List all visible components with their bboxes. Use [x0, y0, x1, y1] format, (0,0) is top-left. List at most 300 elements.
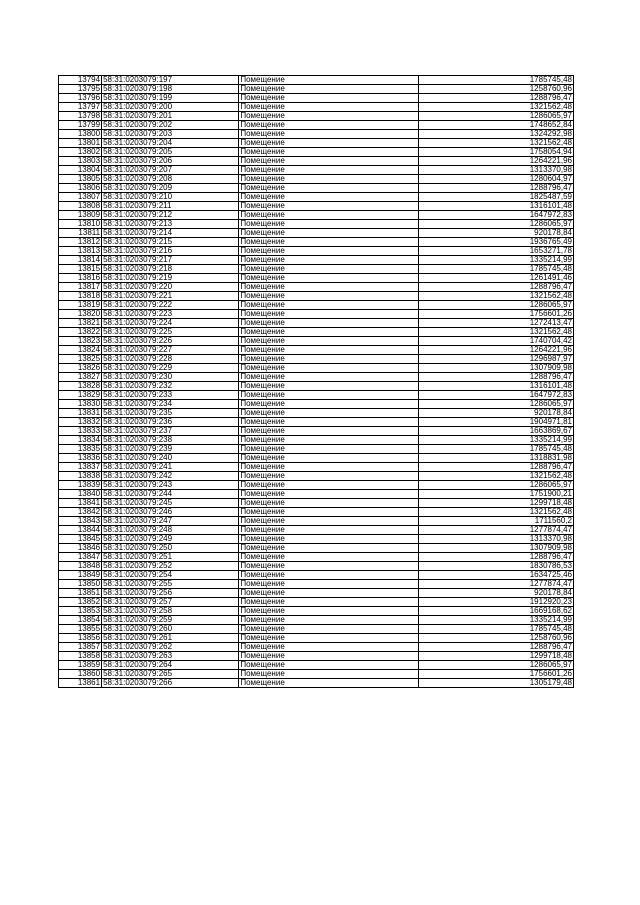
cadastral-number-cell: 58:31:0203079:212 [102, 211, 239, 220]
object-type-cell: Помещение [239, 652, 418, 661]
object-type-cell: Помещение [239, 319, 418, 328]
row-number-cell: 13812 [59, 238, 102, 247]
table-row [59, 166, 574, 175]
table-row [59, 310, 574, 319]
row-number-cell: 13839 [59, 481, 102, 490]
cadastral-number-cell: 58:31:0203079:210 [102, 193, 239, 202]
cadastral-number-cell: 58:31:0203079:249 [102, 535, 239, 544]
cadastral-number-cell: 58:31:0203079:244 [102, 490, 239, 499]
cadastral-number-cell: 58:31:0203079:241 [102, 463, 239, 472]
value-cell: 1316101,48 [418, 382, 573, 391]
cadastral-number-cell: 58:31:0203079:209 [102, 184, 239, 193]
table-row [59, 490, 574, 499]
row-number-cell: 13828 [59, 382, 102, 391]
row-number-cell: 13842 [59, 508, 102, 517]
row-number-cell: 13827 [59, 373, 102, 382]
table-row [59, 481, 574, 490]
value-cell: 1305179,48 [418, 679, 573, 688]
value-cell: 1758054,94 [418, 148, 573, 157]
object-type-cell: Помещение [239, 265, 418, 274]
cadastral-number-cell: 58:31:0203079:261 [102, 634, 239, 643]
object-type-cell: Помещение [239, 508, 418, 517]
row-number-cell: 13844 [59, 526, 102, 535]
row-number-cell: 13821 [59, 319, 102, 328]
cadastral-number-cell: 58:31:0203079:238 [102, 436, 239, 445]
table-row [59, 508, 574, 517]
row-number-cell: 13850 [59, 580, 102, 589]
object-type-cell: Помещение [239, 562, 418, 571]
object-type-cell: Помещение [239, 409, 418, 418]
value-cell: 1296987,97 [418, 355, 573, 364]
table-row [59, 409, 574, 418]
table-row [59, 256, 574, 265]
table-row [59, 580, 574, 589]
value-cell: 1936765,49 [418, 238, 573, 247]
table-row [59, 499, 574, 508]
value-cell: 1264221,96 [418, 346, 573, 355]
cadastral-number-cell: 58:31:0203079:207 [102, 166, 239, 175]
object-type-cell: Помещение [239, 544, 418, 553]
object-type-cell: Помещение [239, 184, 418, 193]
value-cell: 1321562,48 [418, 472, 573, 481]
table-row [59, 121, 574, 130]
row-number-cell: 13819 [59, 301, 102, 310]
row-number-cell: 13848 [59, 562, 102, 571]
object-type-cell: Помещение [239, 283, 418, 292]
cadastral-number-cell: 58:31:0203079:258 [102, 607, 239, 616]
object-type-cell: Помещение [239, 346, 418, 355]
value-cell: 1785745,48 [418, 76, 573, 85]
cadastral-number-cell: 58:31:0203079:229 [102, 364, 239, 373]
row-number-cell: 13841 [59, 499, 102, 508]
value-cell: 1647972,83 [418, 211, 573, 220]
object-type-cell: Помещение [239, 391, 418, 400]
cadastral-number-cell: 58:31:0203079:224 [102, 319, 239, 328]
row-number-cell: 13843 [59, 517, 102, 526]
value-cell: 1288796,47 [418, 373, 573, 382]
table-row [59, 382, 574, 391]
cadastral-number-cell: 58:31:0203079:260 [102, 625, 239, 634]
table-row [59, 373, 574, 382]
value-cell: 1272413,47 [418, 319, 573, 328]
row-number-cell: 13811 [59, 229, 102, 238]
value-cell: 1286065,97 [418, 220, 573, 229]
cadastral-number-cell: 58:31:0203079:199 [102, 94, 239, 103]
table-row [59, 400, 574, 409]
cadastral-number-cell: 58:31:0203079:198 [102, 85, 239, 94]
table-row [59, 328, 574, 337]
table-row [59, 292, 574, 301]
cadastral-number-cell: 58:31:0203079:227 [102, 346, 239, 355]
row-number-cell: 13838 [59, 472, 102, 481]
cadastral-number-cell: 58:31:0203079:220 [102, 283, 239, 292]
cadastral-number-cell: 58:31:0203079:247 [102, 517, 239, 526]
table-row [59, 436, 574, 445]
object-type-cell: Помещение [239, 103, 418, 112]
object-type-cell: Помещение [239, 292, 418, 301]
row-number-cell: 13832 [59, 418, 102, 427]
object-type-cell: Помещение [239, 526, 418, 535]
value-cell: 1318831,98 [418, 454, 573, 463]
table-row [59, 445, 574, 454]
object-type-cell: Помещение [239, 202, 418, 211]
cadastral-number-cell: 58:31:0203079:251 [102, 553, 239, 562]
cadastral-number-cell: 58:31:0203079:205 [102, 148, 239, 157]
table-row [59, 391, 574, 400]
value-cell: 1288796,47 [418, 283, 573, 292]
row-number-cell: 13861 [59, 679, 102, 688]
cadastral-number-cell: 58:31:0203079:221 [102, 292, 239, 301]
row-number-cell: 13799 [59, 121, 102, 130]
table-row [59, 319, 574, 328]
table-row [59, 346, 574, 355]
table-row [59, 94, 574, 103]
value-cell: 1299718,48 [418, 499, 573, 508]
cadastral-number-cell: 58:31:0203079:204 [102, 139, 239, 148]
object-type-cell: Помещение [239, 589, 418, 598]
cadastral-number-cell: 58:31:0203079:200 [102, 103, 239, 112]
row-number-cell: 13846 [59, 544, 102, 553]
value-cell: 1321562,48 [418, 103, 573, 112]
cadastral-number-cell: 58:31:0203079:222 [102, 301, 239, 310]
object-type-cell: Помещение [239, 445, 418, 454]
value-cell: 1711560,2 [418, 517, 573, 526]
value-cell: 1663869,67 [418, 427, 573, 436]
table-row [59, 265, 574, 274]
value-cell: 1740704,42 [418, 337, 573, 346]
object-type-cell: Помещение [239, 112, 418, 121]
table-row [59, 625, 574, 634]
table-row [59, 607, 574, 616]
cadastral-number-cell: 58:31:0203079:240 [102, 454, 239, 463]
row-number-cell: 13820 [59, 310, 102, 319]
table-row [59, 193, 574, 202]
value-cell: 1785745,48 [418, 265, 573, 274]
value-cell: 1277874,47 [418, 580, 573, 589]
value-cell: 1830786,53 [418, 562, 573, 571]
table-row [59, 301, 574, 310]
object-type-cell: Помещение [239, 580, 418, 589]
object-type-cell: Помещение [239, 364, 418, 373]
row-number-cell: 13802 [59, 148, 102, 157]
value-cell: 1647972,83 [418, 391, 573, 400]
value-cell: 1335214,99 [418, 616, 573, 625]
cadastral-number-cell: 58:31:0203079:230 [102, 373, 239, 382]
table-row [59, 202, 574, 211]
table-row [59, 562, 574, 571]
row-number-cell: 13817 [59, 283, 102, 292]
table-row [59, 112, 574, 121]
cadastral-number-cell: 58:31:0203079:248 [102, 526, 239, 535]
table-row [59, 589, 574, 598]
row-number-cell: 13840 [59, 490, 102, 499]
cadastral-number-cell: 58:31:0203079:243 [102, 481, 239, 490]
value-cell: 1751900,21 [418, 490, 573, 499]
value-cell: 1785745,48 [418, 625, 573, 634]
value-cell: 1316101,48 [418, 202, 573, 211]
cadastral-number-cell: 58:31:0203079:239 [102, 445, 239, 454]
object-type-cell: Помещение [239, 310, 418, 319]
cadastral-number-cell: 58:31:0203079:255 [102, 580, 239, 589]
cadastral-number-cell: 58:31:0203079:232 [102, 382, 239, 391]
value-cell: 1756601,26 [418, 310, 573, 319]
row-number-cell: 13826 [59, 364, 102, 373]
row-number-cell: 13831 [59, 409, 102, 418]
object-type-cell: Помещение [239, 94, 418, 103]
object-type-cell: Помещение [239, 418, 418, 427]
row-number-cell: 13855 [59, 625, 102, 634]
object-type-cell: Помещение [239, 247, 418, 256]
object-type-cell: Помещение [239, 436, 418, 445]
table-row [59, 571, 574, 580]
row-number-cell: 13803 [59, 157, 102, 166]
value-cell: 1653271,78 [418, 247, 573, 256]
table-row [59, 337, 574, 346]
table-row [59, 670, 574, 679]
value-cell: 1313370,98 [418, 535, 573, 544]
object-type-cell: Помещение [239, 130, 418, 139]
value-cell: 1288796,47 [418, 94, 573, 103]
cadastral-number-cell: 58:31:0203079:206 [102, 157, 239, 166]
object-type-cell: Помещение [239, 382, 418, 391]
object-type-cell: Помещение [239, 535, 418, 544]
value-cell: 1335214,99 [418, 256, 573, 265]
value-cell: 1825487,59 [418, 193, 573, 202]
row-number-cell: 13796 [59, 94, 102, 103]
row-number-cell: 13794 [59, 76, 102, 85]
cadastral-number-cell: 58:31:0203079:264 [102, 661, 239, 670]
row-number-cell: 13824 [59, 346, 102, 355]
value-cell: 1313370,98 [418, 166, 573, 175]
cadastral-number-cell: 58:31:0203079:234 [102, 400, 239, 409]
value-cell: 1321562,48 [418, 139, 573, 148]
value-cell: 1335214,99 [418, 436, 573, 445]
object-type-cell: Помещение [239, 211, 418, 220]
table-row [59, 148, 574, 157]
object-type-cell: Помещение [239, 85, 418, 94]
cadastral-number-cell: 58:31:0203079:226 [102, 337, 239, 346]
table-row [59, 211, 574, 220]
value-cell: 1286065,97 [418, 481, 573, 490]
cadastral-number-cell: 58:31:0203079:236 [102, 418, 239, 427]
row-number-cell: 13814 [59, 256, 102, 265]
cadastral-number-cell: 58:31:0203079:262 [102, 643, 239, 652]
cadastral-number-cell: 58:31:0203079:257 [102, 598, 239, 607]
row-number-cell: 13860 [59, 670, 102, 679]
object-type-cell: Помещение [239, 373, 418, 382]
row-number-cell: 13857 [59, 643, 102, 652]
value-cell: 1286065,97 [418, 301, 573, 310]
object-type-cell: Помещение [239, 121, 418, 130]
row-number-cell: 13815 [59, 265, 102, 274]
object-type-cell: Помещение [239, 256, 418, 265]
row-number-cell: 13852 [59, 598, 102, 607]
value-cell: 1264221,96 [418, 157, 573, 166]
value-cell: 1634725,46 [418, 571, 573, 580]
row-number-cell: 13823 [59, 337, 102, 346]
cadastral-number-cell: 58:31:0203079:246 [102, 508, 239, 517]
row-number-cell: 13807 [59, 193, 102, 202]
row-number-cell: 13816 [59, 274, 102, 283]
table-row [59, 661, 574, 670]
table-row [59, 229, 574, 238]
table-row [59, 679, 574, 688]
table-row [59, 238, 574, 247]
row-number-cell: 13845 [59, 535, 102, 544]
cadastral-number-cell: 58:31:0203079:266 [102, 679, 239, 688]
cadastral-number-cell: 58:31:0203079:235 [102, 409, 239, 418]
object-type-cell: Помещение [239, 454, 418, 463]
cadastral-number-cell: 58:31:0203079:225 [102, 328, 239, 337]
row-number-cell: 13795 [59, 85, 102, 94]
value-cell: 920178,84 [418, 229, 573, 238]
value-cell: 1288796,47 [418, 184, 573, 193]
row-number-cell: 13818 [59, 292, 102, 301]
cadastral-number-cell: 58:31:0203079:208 [102, 175, 239, 184]
value-cell: 1258760,96 [418, 634, 573, 643]
row-number-cell: 13836 [59, 454, 102, 463]
row-number-cell: 13853 [59, 607, 102, 616]
object-type-cell: Помещение [239, 670, 418, 679]
row-number-cell: 13806 [59, 184, 102, 193]
cadastral-number-cell: 58:31:0203079:237 [102, 427, 239, 436]
cadastral-number-cell: 58:31:0203079:214 [102, 229, 239, 238]
value-cell: 1286065,97 [418, 112, 573, 121]
object-type-cell: Помещение [239, 598, 418, 607]
cadastral-number-cell: 58:31:0203079:216 [102, 247, 239, 256]
table-row [59, 535, 574, 544]
object-type-cell: Помещение [239, 616, 418, 625]
table-row [59, 418, 574, 427]
cadastral-number-cell: 58:31:0203079:242 [102, 472, 239, 481]
table-row [59, 643, 574, 652]
row-number-cell: 13808 [59, 202, 102, 211]
object-type-cell: Помещение [239, 427, 418, 436]
object-type-cell: Помещение [239, 553, 418, 562]
value-cell: 1321562,48 [418, 508, 573, 517]
object-type-cell: Помещение [239, 301, 418, 310]
table-row [59, 544, 574, 553]
row-number-cell: 13797 [59, 103, 102, 112]
row-number-cell: 13835 [59, 445, 102, 454]
cadastral-number-cell: 58:31:0203079:217 [102, 256, 239, 265]
cadastral-number-cell: 58:31:0203079:265 [102, 670, 239, 679]
object-type-cell: Помещение [239, 148, 418, 157]
value-cell: 1756601,26 [418, 670, 573, 679]
value-cell: 1785745,48 [418, 445, 573, 454]
value-cell: 1307909,98 [418, 544, 573, 553]
cadastral-number-cell: 58:31:0203079:256 [102, 589, 239, 598]
object-type-cell: Помещение [239, 355, 418, 364]
row-number-cell: 13825 [59, 355, 102, 364]
value-cell: 1748652,84 [418, 121, 573, 130]
table-row [59, 85, 574, 94]
property-table [58, 75, 574, 688]
row-number-cell: 13809 [59, 211, 102, 220]
object-type-cell: Помещение [239, 571, 418, 580]
value-cell: 1261491,46 [418, 274, 573, 283]
value-cell: 1288796,47 [418, 643, 573, 652]
value-cell: 1321562,48 [418, 328, 573, 337]
cadastral-number-cell: 58:31:0203079:211 [102, 202, 239, 211]
table-row [59, 220, 574, 229]
object-type-cell: Помещение [239, 238, 418, 247]
object-type-cell: Помещение [239, 139, 418, 148]
value-cell: 1299718,48 [418, 652, 573, 661]
cadastral-number-cell: 58:31:0203079:259 [102, 616, 239, 625]
object-type-cell: Помещение [239, 157, 418, 166]
table-row [59, 616, 574, 625]
table-row [59, 526, 574, 535]
table-row [59, 247, 574, 256]
value-cell: 1277874,47 [418, 526, 573, 535]
object-type-cell: Помещение [239, 328, 418, 337]
object-type-cell: Помещение [239, 472, 418, 481]
value-cell: 920178,84 [418, 409, 573, 418]
cadastral-number-cell: 58:31:0203079:201 [102, 112, 239, 121]
object-type-cell: Помещение [239, 166, 418, 175]
object-type-cell: Помещение [239, 229, 418, 238]
object-type-cell: Помещение [239, 193, 418, 202]
cadastral-number-cell: 58:31:0203079:263 [102, 652, 239, 661]
row-number-cell: 13810 [59, 220, 102, 229]
table-row [59, 103, 574, 112]
value-cell: 920178,84 [418, 589, 573, 598]
object-type-cell: Помещение [239, 607, 418, 616]
cadastral-number-cell: 58:31:0203079:228 [102, 355, 239, 364]
row-number-cell: 13805 [59, 175, 102, 184]
row-number-cell: 13859 [59, 661, 102, 670]
value-cell: 1307909,98 [418, 364, 573, 373]
object-type-cell: Помещение [239, 661, 418, 670]
table-row [59, 463, 574, 472]
value-cell: 1669168,62 [418, 607, 573, 616]
row-number-cell: 13822 [59, 328, 102, 337]
table-row [59, 139, 574, 148]
row-number-cell: 13800 [59, 130, 102, 139]
row-number-cell: 13813 [59, 247, 102, 256]
cadastral-number-cell: 58:31:0203079:245 [102, 499, 239, 508]
object-type-cell: Помещение [239, 643, 418, 652]
table-row [59, 283, 574, 292]
object-type-cell: Помещение [239, 400, 418, 409]
table-row [59, 130, 574, 139]
row-number-cell: 13829 [59, 391, 102, 400]
cadastral-number-cell: 58:31:0203079:218 [102, 265, 239, 274]
row-number-cell: 13856 [59, 634, 102, 643]
cadastral-number-cell: 58:31:0203079:213 [102, 220, 239, 229]
table-row [59, 472, 574, 481]
row-number-cell: 13847 [59, 553, 102, 562]
table-row [59, 157, 574, 166]
cadastral-number-cell: 58:31:0203079:250 [102, 544, 239, 553]
cadastral-number-cell: 58:31:0203079:202 [102, 121, 239, 130]
value-cell: 1286065,97 [418, 661, 573, 670]
row-number-cell: 13837 [59, 463, 102, 472]
table-row [59, 598, 574, 607]
object-type-cell: Помещение [239, 490, 418, 499]
row-number-cell: 13801 [59, 139, 102, 148]
cadastral-number-cell: 58:31:0203079:215 [102, 238, 239, 247]
object-type-cell: Помещение [239, 679, 418, 688]
table-row [59, 553, 574, 562]
cadastral-number-cell: 58:31:0203079:223 [102, 310, 239, 319]
object-type-cell: Помещение [239, 274, 418, 283]
object-type-cell: Помещение [239, 76, 418, 85]
object-type-cell: Помещение [239, 463, 418, 472]
value-cell: 1324292,98 [418, 130, 573, 139]
cadastral-number-cell: 58:31:0203079:254 [102, 571, 239, 580]
